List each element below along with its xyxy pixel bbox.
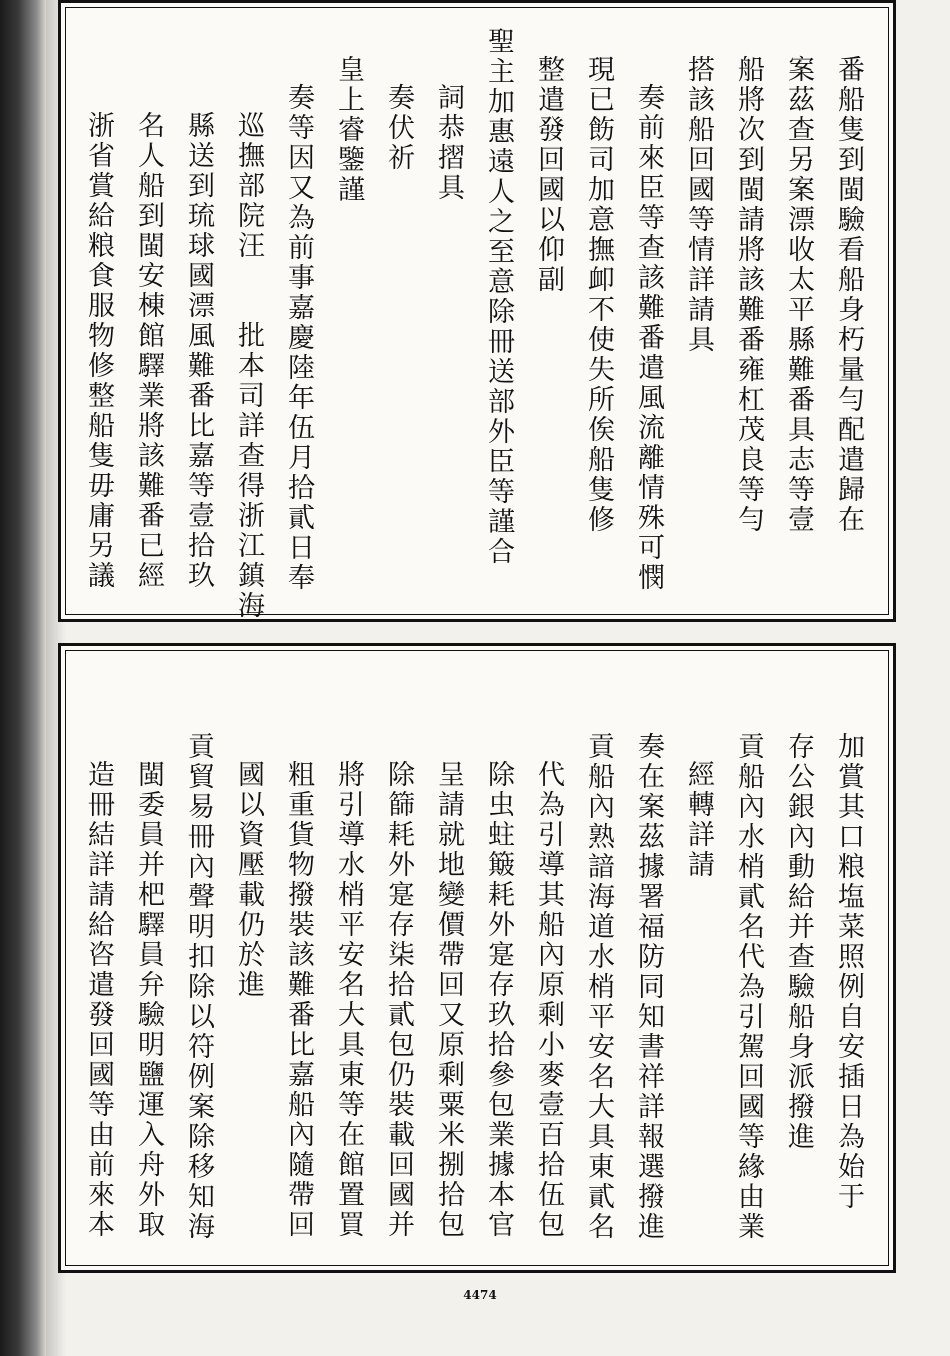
page-number: 4474 (463, 1288, 497, 1302)
text-column: 存公銀內動給并查驗船身派撥進 (783, 732, 814, 1152)
text-column: 奏在案茲據署福防同知書祥詳報選撥進 (633, 732, 664, 1242)
text-column: 除篩耗外寔存柒拾貳包仍裝載回國并 (383, 760, 414, 1240)
text-column: 經轉詳請 (683, 760, 714, 880)
text-column: 浙省賞給粮食服物修整船隻毋庸另議 (83, 111, 114, 591)
text-column: 搭該船回國等情詳請具 (683, 55, 714, 355)
text-column: 番船隻到閩驗看船身朽量勻配遣歸在 (833, 55, 864, 535)
text-column: 呈請就地變價帶回又原剩粟米捌拾包 (433, 760, 464, 1240)
text-column: 奏伏祈 (383, 83, 414, 173)
top-text-panel (58, 0, 896, 622)
text-column: 加賞其口粮塩菜照例自安插日為始于 (833, 732, 864, 1212)
text-column: 船將次到閩請將該難番雍杠茂良等勻 (733, 55, 764, 535)
text-column: 名人船到閩安棟館驛業將該難番已經 (133, 111, 164, 591)
text-column: 代為引導其船內原剩小麥壹百拾伍包 (533, 760, 564, 1240)
text-column: 將引導水梢平安名大具東等在館置買 (333, 760, 364, 1240)
text-column: 貢船內水梢貳名代為引駕回國等緣由業 (733, 732, 764, 1242)
book-binding-shadow (0, 0, 46, 1356)
text-column: 縣送到琉球國漂風難番比嘉等壹拾玖 (183, 111, 214, 591)
text-column: 皇上睿鑒謹 (333, 55, 364, 205)
text-column: 國以資壓載仍於進 (233, 760, 264, 1000)
text-column: 聖主加惠遠人之至意除冊送部外臣等謹合 (483, 27, 514, 567)
text-column: 整遣發回國以仰副 (533, 55, 564, 295)
text-column: 除虫蛀簸耗外寔存玖拾參包業據本官 (483, 760, 514, 1240)
text-column: 案茲查另案漂收太平縣難番具志等壹 (783, 55, 814, 535)
text-column: 貢貿易冊內聲明扣除以符例案除移知海 (183, 732, 214, 1242)
bottom-panel-columns (81, 732, 873, 1250)
text-column: 現已飭司加意撫卹不使失所俟船隻修 (583, 55, 614, 535)
text-column: 閩委員并杷驛員弁驗明鹽運入舟外取 (133, 760, 164, 1240)
text-column: 奏前來臣等查該難番遣風流離情殊可憫 (633, 83, 664, 593)
text-column: 巡撫部院汪 批本司詳查得浙江鎮海 (233, 111, 264, 621)
text-column: 粗重貨物撥裝該難番比嘉船內隨帶回 (283, 760, 314, 1240)
text-column: 造冊結詳請給咨遣發回國等由前來本 (83, 760, 114, 1240)
text-column: 奏等因又為前事嘉慶陸年伍月拾貳日奉 (283, 83, 314, 593)
text-column: 貢船內熟諳海道水梢平安名大具東貳名 (583, 732, 614, 1242)
top-panel-columns (81, 27, 873, 621)
text-column: 詞恭摺具 (433, 83, 464, 203)
bottom-text-panel (58, 643, 896, 1273)
